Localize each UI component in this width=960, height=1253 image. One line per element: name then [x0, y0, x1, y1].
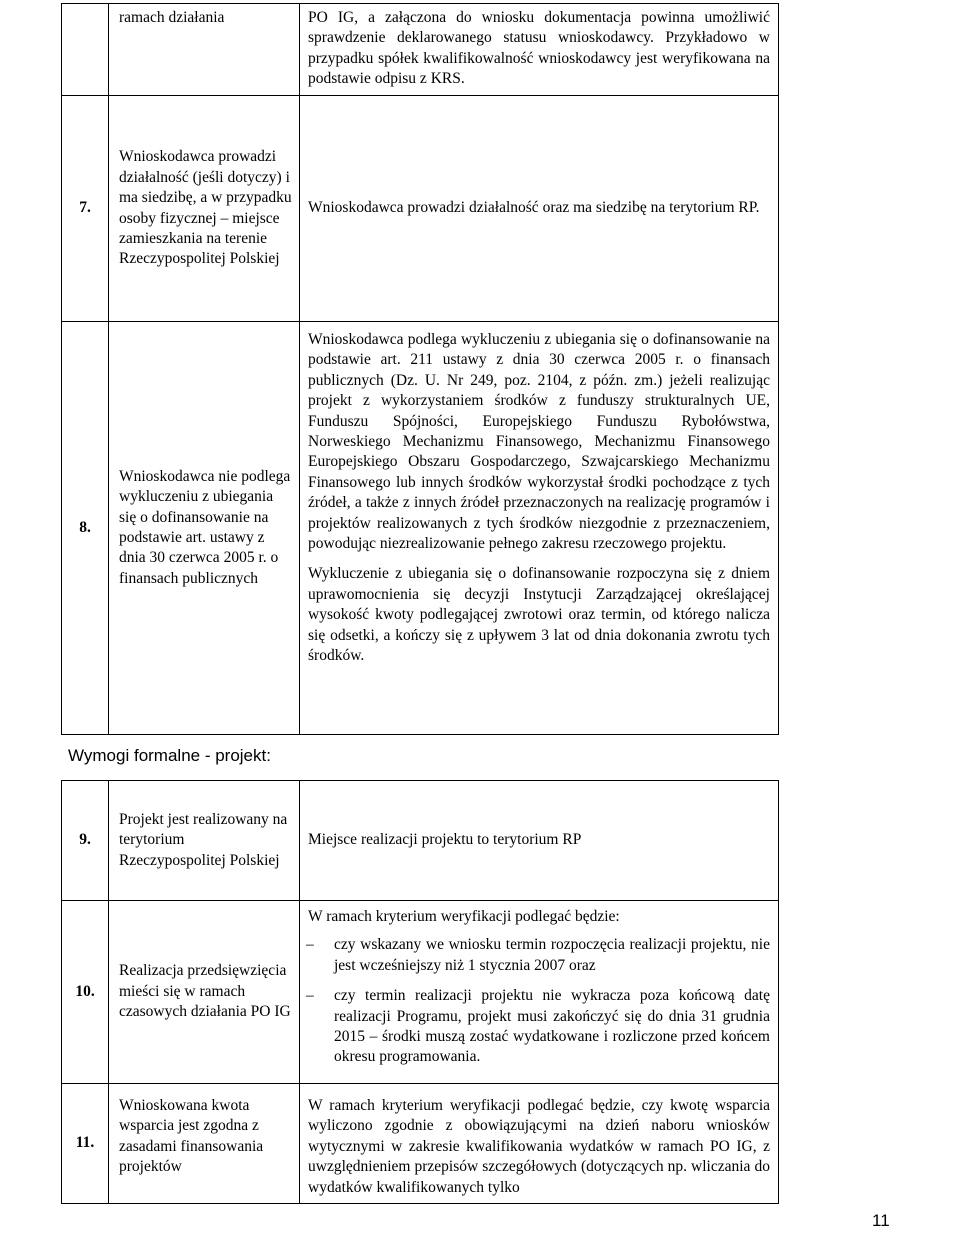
criterion-description	[300, 1084, 779, 1204]
criterion-name: ramach działania	[109, 4, 300, 96]
description-intro: W ramach kryterium weryfikacji podlegać będzie:	[308, 908, 620, 925]
criterion-name: Projekt jest realizowany na terytorium Rzeczypospolitej Polskiej	[109, 781, 300, 901]
criteria-table-project	[61, 780, 779, 1204]
criterion-description	[300, 96, 779, 322]
table-row	[62, 1084, 779, 1204]
description-paragraph: W ramach kryterium weryfikacji podlegać będzie, czy kwotę wsparcia wyliczono zgodnie z obowiązującymi na dzień naboru wniosków wytycznymi w zakresie kwalifikowania wydatków w ramach PO IG, z uwzględnieniem przepisów szczegółowych (dotyczących np. wliczania do wydatków kwalifikowanych tylko	[308, 1097, 770, 1196]
table-row	[62, 96, 779, 322]
section-title: Wymogi formalne - projekt:	[68, 746, 271, 765]
list-item-text: czy termin realizacji projektu nie wykracza poza końcową datę realizacji Programu, projekt musi zakończyć się do dnia 31 grudnia 2015 – środki muszą zostać wydatkowane i rozliczone przed końcem okresu programowania.	[334, 987, 770, 1066]
dash-bullet-icon: –	[306, 987, 314, 1005]
page-number: 11	[872, 1211, 890, 1230]
row-number: 8.	[62, 322, 109, 735]
row-number: 11.	[62, 1084, 109, 1204]
criterion-name: Realizacja przedsięwzięcia mieści się w ramach czasowych działania PO IG	[109, 901, 300, 1084]
criterion-name: Wnioskowana kwota wsparcia jest zgodna z zasadami finansowania projektów	[109, 1084, 300, 1204]
criterion-description	[300, 322, 779, 735]
table-row	[62, 781, 779, 901]
criterion-bullet-list	[308, 935, 770, 1067]
description-paragraph: Wykluczenie z ubiegania się o dofinansowanie rozpoczyna się z dniem uprawomocnienia się decyzji Instytucji Zarządzającej określającej wysokość kwoty podlegającej zwrotowi oraz termin, od którego nalicza się odsetki, a kończy się z upływem 3 lat od dnia dokonania zwrotu tych środków.	[308, 565, 770, 665]
description-paragraph: Wnioskodawca podlega wykluczeniu z ubiegania się o dofinansowanie na podstawie art. 211 ustawy z dnia 30 czerwca 2005 r. o finansach publicznych (Dz. U. Nr 249, poz. 2104, z późn. zm.) jeżeli realizując projekt z wykorzystaniem środków z funduszy strukturalnych UE, Funduszu Spójności, Europejskiego Funduszu Rybołówstwa, Norweskiego Mechanizmu Finansowego, Mechanizmu Finansowego Europejskiego Obszaru Gospodarczego, Szwajcarskiego Mechanizmu Finansowego lub innych środków wykorzystał środki pochodzące z tych źródeł, a także z innych źródeł przeznaczonych na realizację programów i projektów realizowanych z tych środków niezgodnie z przeznaczeniem, powodując niezrealizowanie pełnego zakresu rzeczowego projektu.	[308, 331, 770, 553]
table-row	[62, 322, 779, 735]
criterion-name: Wnioskodawca prowadzi działalność (jeśli dotyczy) i ma siedzibę, a w przypadku osoby fizycznej – miejsce zamieszkania na terenie Rzeczypospolitej Polskiej	[109, 96, 300, 322]
list-item-text: czy wskazany we wniosku termin rozpoczęcia realizacji projektu, nie jest wcześniejszy niż 1 stycznia 2007 oraz	[334, 936, 770, 974]
criteria-table-applicant	[61, 3, 779, 735]
description-paragraph: Miejsce realizacji projektu to terytorium RP	[308, 831, 582, 849]
criterion-description	[300, 781, 779, 901]
description-paragraph: Wnioskodawca prowadzi działalność oraz ma siedzibę na terytorium RP.	[308, 199, 760, 217]
row-number: 10.	[62, 901, 109, 1084]
description-paragraph: PO IG, a załączona do wniosku dokumentacja powinna umożliwić sprawdzenie deklarowanego statusu wnioskodawcy. Przykładowo w przypadku spółek kwalifikowalność wnioskodawcy jest weryfikowana na podstawie odpisu z KRS.	[308, 9, 770, 88]
table-row	[62, 4, 779, 96]
table-row	[62, 901, 779, 1084]
criterion-description	[300, 901, 779, 1084]
row-number	[62, 4, 109, 96]
criterion-name: Wnioskodawca nie podlega wykluczeniu z ubiegania się o dofinansowanie na podstawie art. ustawy z dnia 30 czerwca 2005 r. o finansach publicznych	[109, 322, 300, 735]
row-number: 7.	[62, 96, 109, 322]
list-item	[308, 935, 770, 976]
row-number: 9.	[62, 781, 109, 901]
criterion-description	[300, 4, 779, 96]
list-item	[308, 986, 770, 1068]
dash-bullet-icon: –	[306, 936, 314, 954]
